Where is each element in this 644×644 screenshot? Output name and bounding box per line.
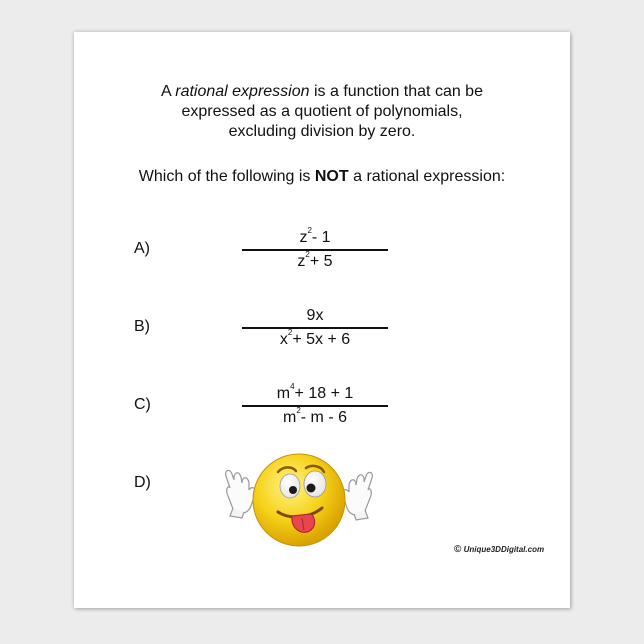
option-b-fraction xyxy=(242,306,388,350)
copyright-icon: © xyxy=(454,544,462,555)
term-rational-expression: rational expression xyxy=(175,83,310,100)
silly-smiley-face-icon xyxy=(220,446,378,554)
option-b-numerator: 9x xyxy=(306,307,324,324)
definition-line-2: expressed as a quotient of polynomials, xyxy=(181,103,463,120)
option-b-label: B) xyxy=(134,318,150,335)
fraction-bar xyxy=(242,327,388,329)
option-a-label: A) xyxy=(134,240,150,257)
definition-line-1: A rational expression is a function that can be xyxy=(161,83,483,100)
option-a-fraction xyxy=(242,228,388,272)
question-text: Which of the following is NOT a rational expression: xyxy=(138,168,506,185)
option-c-label: C) xyxy=(134,396,151,413)
left-hand-icon xyxy=(226,470,256,518)
option-b-denominator: $x^2+ 5x + 6$ xyxy=(279,328,351,348)
right-hand-icon xyxy=(343,472,373,520)
option-a-denominator: $z^2+ 5$ xyxy=(297,250,333,270)
option-c-fraction xyxy=(242,384,388,428)
fraction-bar xyxy=(242,249,388,251)
question-emphasis: NOT xyxy=(314,168,349,185)
definition-text xyxy=(74,82,570,142)
option-d-label: D) xyxy=(134,474,151,491)
fraction-bar xyxy=(242,405,388,407)
option-c-denominator: $m^2-$ m - 6 xyxy=(283,406,347,426)
option-c-numerator: $m^4+ 18 + 1$ xyxy=(276,382,354,402)
watermark xyxy=(454,544,544,555)
definition-line-3: excluding division by zero. xyxy=(228,123,416,140)
watermark-text: Unique3DDigital.com xyxy=(463,545,545,554)
option-a-numerator: $z^2-$ 1 xyxy=(299,226,331,246)
poster xyxy=(74,32,570,608)
